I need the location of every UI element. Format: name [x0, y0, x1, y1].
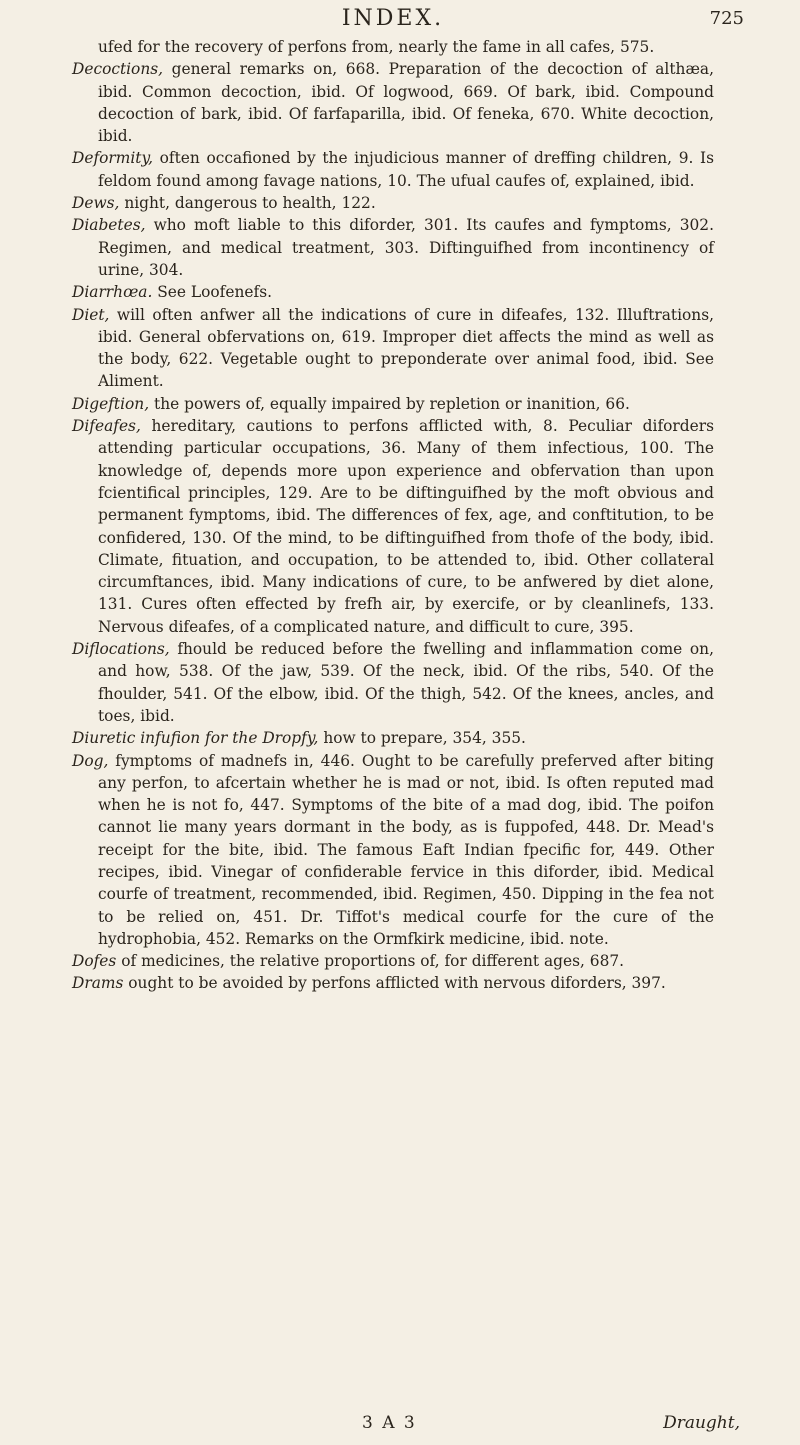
entry-text: See Loofenefs. [157, 283, 272, 302]
entry-text: hereditary, cautions to perfons afflicted with, 8. Peculiar diforders attending particular occupations, 36. Many of them infectious, 100. The knowledge of, depends more upon experience and obfervation than upon fcientifical principles, 129. Are to be diftinguifhed by the moft obvious and permanent fymptoms, ibid. The differences of fex, age, and conftitution, to be confidered, 130. Of the mind, to be diftinguifhed from thofe of the body, ibid. Climate, fituation, and occupation, to be attended to, ibid. Other collateral circumftances, ibid. Many indications of cure, to be anfwered by diet alone, 131. Cures often effected by frefh air, by exercife, or by cleanlinefs, 133. Nervous difeafes, of a complicated nature, and difficult to cure, 395. [98, 417, 714, 636]
index-entry-0 [72, 36, 714, 58]
index-entries [72, 36, 714, 995]
entry-text: will often anfwer all the indications of cure in difeafes, 132. Illuftrations, ibid. General obfervations on, 619. Improper diet affects the mind as well as the body, 622. Vegetable ought to preponderate over animal food, ibid. See Aliment. [98, 305, 714, 391]
entry-text: ufed for the recovery of perfons from, nearly the fame in all cafes, 575. [98, 38, 655, 56]
entry-headword: Dofes [72, 952, 117, 971]
index-entry-8 [72, 415, 714, 638]
index-entry-7 [72, 393, 714, 415]
index-entry-1 [72, 58, 714, 147]
entry-headword: Diuretic infufion for the Dropfy, [72, 729, 319, 748]
index-entry-10 [72, 727, 714, 749]
running-head-title: INDEX. [341, 6, 445, 31]
entry-text: often occafioned by the injudicious manner of dreffing children, 9. Is feldom found among favage nations, 10. The ufual caufes of, explained, ibid. [98, 149, 714, 190]
index-entry-9 [72, 638, 714, 727]
entry-text: who moft liable to this diforder, 301. Its caufes and fymptoms, 302. Regimen, and medical treatment, 303. Diftinguifhed from incontinency of urine, 304. [98, 216, 714, 279]
entry-text: fhould be reduced before the fwelling and inflammation come on, and how, 538. Of the jaw, 539. Of the neck, ibid. Of the ribs, 540. Of the fhoulder, 541. Of the elbow, ibid. Of the thigh, 542. Of the knees, ancles, and toes, ibid. [98, 640, 714, 725]
index-entry-3 [72, 192, 714, 214]
index-entry-2 [72, 147, 714, 192]
catchword: Draught, [663, 1413, 740, 1433]
entry-text: fymptoms of madnefs in, 446. Ought to be carefully preferved after biting any perfon, to afcertain whether he is mad or not, ibid. Is often reputed mad when he is not fo, 447. Symptoms of the bite of a mad dog, ibid. The poifon cannot lie many years dormant in the body, as is fuppofed, 448. Dr. Mead's receipt for the bite, ibid. The famous Eaft Indian fpecific for, 449. Other recipes, ibid. Vinegar of confiderable fervice in this diforder, ibid. Medical courfe of treatment, recommended, ibid. Regimen, 450. Dipping in the fea not to be relied on, 451. Dr. Tiffot's medical courfe for the cure of the hydrophobia, 452. Remarks on the Ormfkirk medicine, ibid. note. [98, 751, 714, 948]
entry-headword: Diet, [72, 305, 110, 324]
entry-headword: Diarrhœa. [72, 283, 153, 302]
entry-headword: Drams [72, 974, 124, 993]
entry-text: ought to be avoided by perfons afflicted with nervous diforders, 397. [128, 974, 666, 993]
index-entry-6 [72, 304, 714, 393]
page-footer [72, 1413, 740, 1439]
entry-headword: Diflocations, [72, 640, 170, 659]
entry-text: night, dangerous to health, 122. [124, 194, 376, 213]
entry-text: how to prepare, 354, 355. [323, 729, 526, 748]
entry-headword: Deformity, [72, 149, 154, 168]
index-entry-13 [72, 972, 714, 994]
entry-text: of medicines, the relative proportions of, for different ages, 687. [121, 952, 625, 971]
entry-headword: Dews, [72, 194, 120, 213]
index-entry-4 [72, 214, 714, 281]
entry-headword: Dog, [72, 751, 109, 770]
entry-headword: Difeafes, [72, 417, 141, 436]
index-entry-5 [72, 281, 714, 303]
index-entry-12 [72, 950, 714, 972]
entry-headword: Diabetes, [72, 216, 146, 235]
index-entry-11 [72, 750, 714, 951]
page-number: 725 [709, 8, 744, 29]
signature-mark: 3 A 3 [362, 1413, 417, 1433]
entry-text: general remarks on, 668. Preparation of the decoction of althæa, ibid. Common decoction, ibid. Of logwood, 669. Of bark, ibid. Compound decoction of bark, ibid. Of farfaparilla, ibid. Of feneka, 670. White decoction, ibid. [98, 60, 714, 146]
running-head [72, 6, 744, 36]
entry-headword: Decoctions, [72, 60, 164, 79]
entry-headword: Digeftion, [72, 394, 150, 413]
entry-text: the powers of, equally impaired by repletion or inanition, 66. [154, 394, 630, 413]
